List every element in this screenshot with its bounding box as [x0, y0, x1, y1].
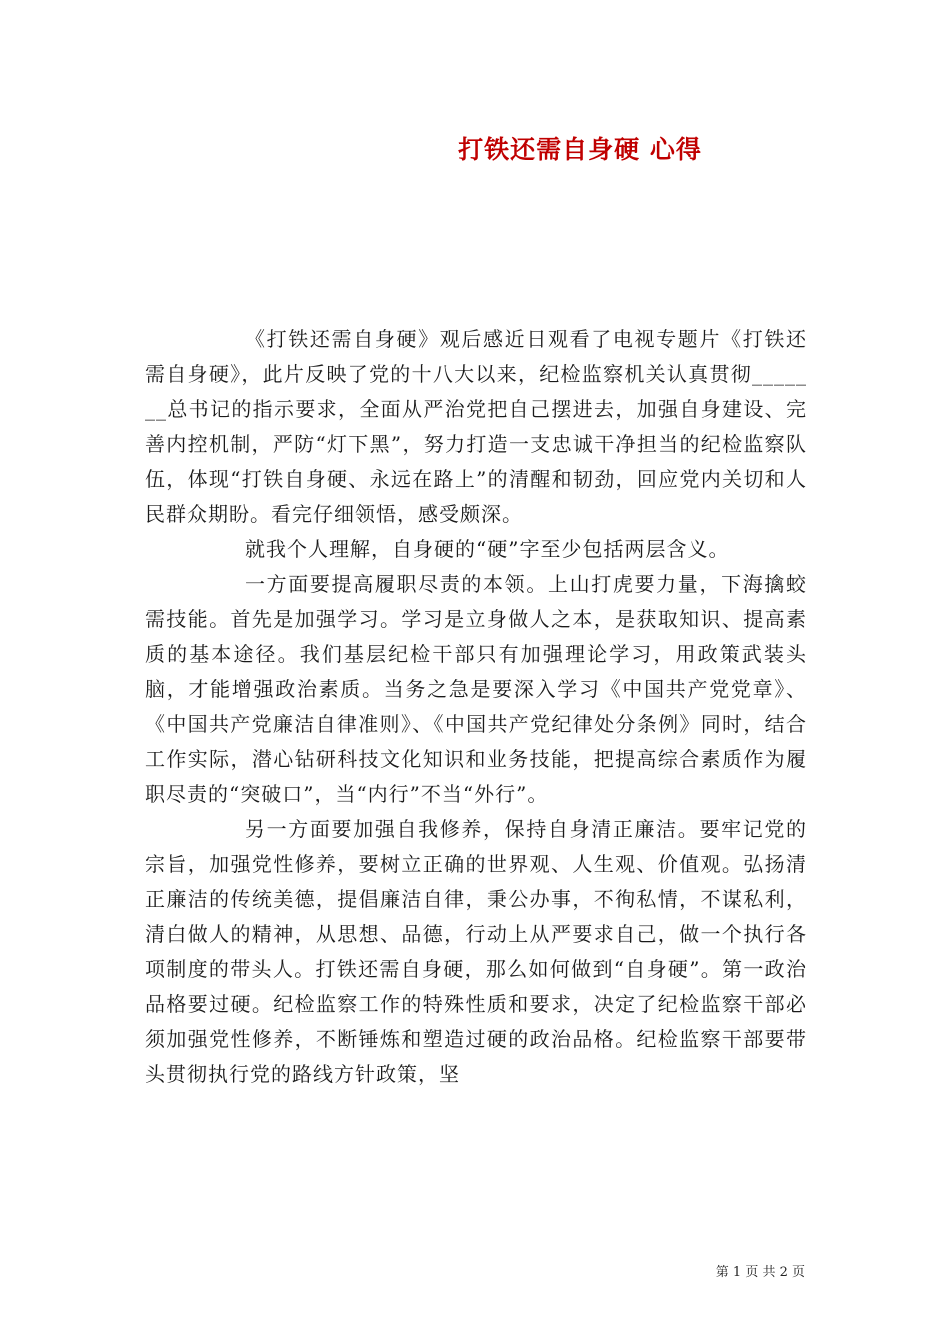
- document-title: 打铁还需自身硬 心得: [458, 135, 702, 164]
- document-body: [145, 322, 807, 1092]
- paragraph-intro: 《打铁还需自身硬》观后感近日观看了电视专题片《打铁还需自身硬》，此片反映了党的十八大以来，纪检监察机关认真贯彻_______总书记的指示要求，全面从严治党把自己摆进去，加强自身建设、完善内控机制，严防“灯下黑”，努力打造一支忠诚干净担当的纪检监察队伍，体现“打铁自身硬、永远在路上”的清醒和韧劲，回应党内关切和人民群众期盼。看完仔细领悟，感受颇深。: [145, 327, 807, 526]
- page-number: 第 1 页 共 2 页: [715, 1265, 805, 1280]
- paragraph-ability: 一方面要提高履职尽责的本领。上山打虎要力量，下海擒蛟需技能。首先是加强学习。学习是立身做人之本，是获取知识、提高素质的基本途径。我们基层纪检干部只有加强理论学习，用政策武装头脑，才能增强政治素质。当务之急是要深入学习《中国共产党党章》、《中国共产党廉洁自律准则》、《中国共产党纪律处分条例》同时，结合工作实际，潜心钻研科技文化知识和业务技能，把提高综合素质作为履职尽责的“突破口”，当“内行”不当“外行”。: [145, 572, 807, 806]
- paragraph-meaning: 就我个人理解，自身硬的“硬”字至少包括两层含义。: [245, 537, 730, 561]
- paragraph-integrity: 另一方面要加强自我修养，保持自身清正廉洁。要牢记党的宗旨，加强党性修养，要树立正确的世界观、人生观、价值观。弘扬清正廉洁的传统美德，提倡廉洁自律，秉公办事，不徇私情，不谋私利，清白做人的精神，从思想、品德，行动上从严要求自己，做一个执行各项制度的带头人。打铁还需自身硬，那么如何做到“自身硬”。第一政治品格要过硬。纪检监察工作的特殊性质和要求，决定了纪检监察干部必须加强党性修养，不断锤炼和塑造过硬的政治品格。纪检监察干部要带头贯彻执行党的路线方针政策，坚: [145, 817, 807, 1086]
